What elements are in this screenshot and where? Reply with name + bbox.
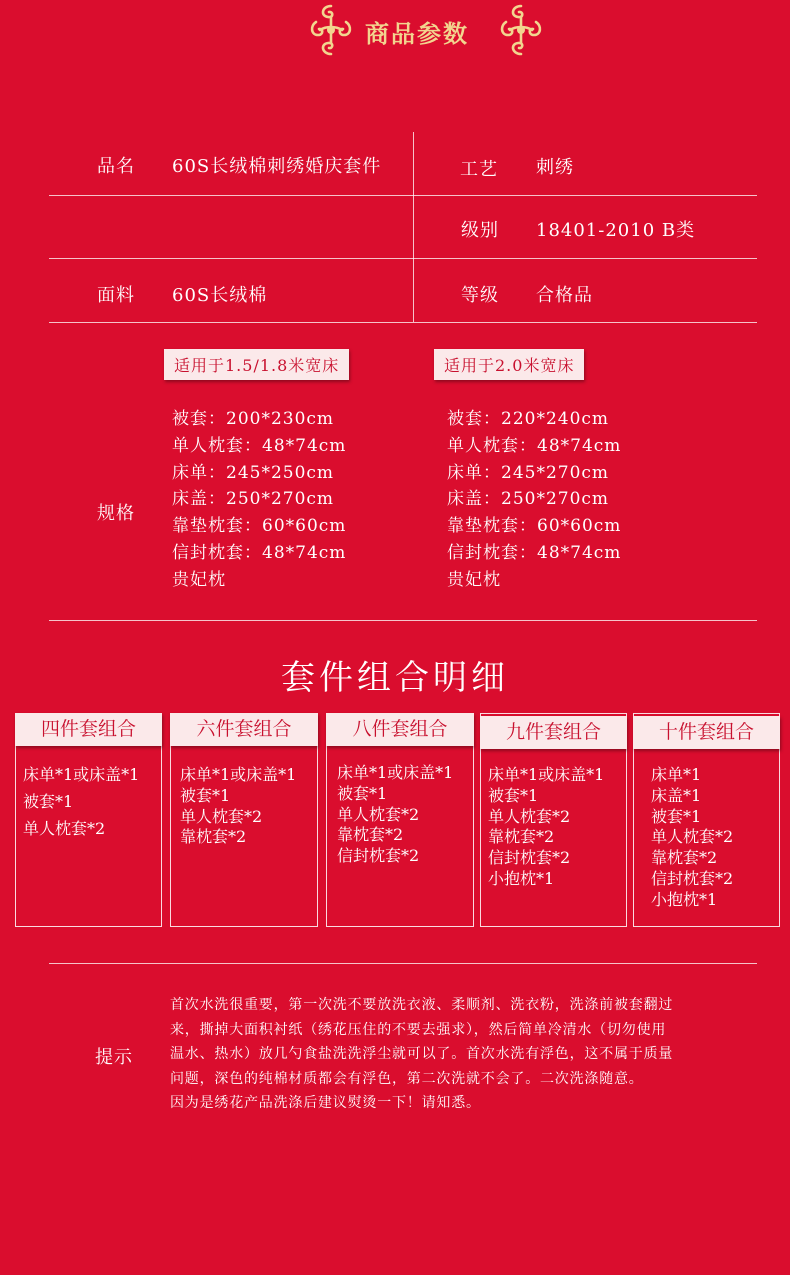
product-name-label: 品名: [97, 156, 135, 177]
combo-item: 信封枕套*2: [488, 848, 571, 868]
combo-item: 被套*1: [180, 785, 231, 805]
fabric-value: 60S长绒棉: [172, 285, 268, 306]
cloud-ornament-right-icon: [498, 2, 544, 58]
combo-item: 单人枕套*2: [651, 827, 734, 847]
spec-item: 贵妃枕: [447, 569, 501, 590]
grade-value: 合格品: [536, 285, 593, 306]
spec-tag-small-bed: 适用于1.5/1.8米宽床: [164, 349, 349, 380]
combo-item: 床单*1: [651, 765, 702, 784]
cloud-ornament-left-icon: [308, 2, 354, 58]
param-row-line: [49, 195, 757, 196]
combo-item: 小抱枕*1: [651, 889, 718, 909]
param-row-line: [49, 322, 757, 323]
spec-item: 贵妃枕: [172, 569, 226, 590]
spec-item: 单人枕套：48*74cm: [172, 435, 347, 456]
tip-line: 温水、热水）放几勺食盐洗洗浮尘就可以了。首次水洗有浮色，这不属于质量: [170, 1046, 674, 1062]
spec-item: 信封枕套：48*74cm: [172, 542, 347, 563]
combo-item: 床单*1或床盖*1: [488, 765, 605, 784]
combo-items-nine: [488, 765, 604, 890]
combo-item: 单人枕套*2: [488, 806, 571, 826]
param-table-divider: [413, 132, 414, 322]
spec-item: 床单：245*270cm: [447, 462, 610, 483]
combo-title-nine: 九件套组合: [480, 716, 627, 749]
section-divider: [49, 620, 757, 621]
combo-item: 床盖*1: [651, 785, 702, 805]
spec-item: 信封枕套：48*74cm: [447, 542, 622, 563]
combo-item: 床单*1或床盖*1: [23, 765, 140, 784]
spec-tag-large-bed: 适用于2.0米宽床: [434, 349, 584, 380]
level-value: 18401-2010 B类: [536, 220, 696, 241]
spec-item: 靠垫枕套：60*60cm: [172, 516, 347, 537]
param-row-line: [49, 258, 757, 259]
tip-line: 首次水洗很重要，第一次洗不要放洗衣液、柔顺剂、洗衣粉，洗涤前被套翻过: [170, 997, 674, 1013]
combo-item: 床单*1或床盖*1: [180, 765, 297, 784]
spec-item: 床盖：250*270cm: [447, 489, 610, 510]
tip-line: 来，撕掉大面积衬纸（绣花压住的不要去强求），然后简单冷清水（切勿使用: [170, 1021, 667, 1038]
combo-title-eight: 八件套组合: [326, 713, 474, 746]
combo-item: 小抱枕*1: [488, 868, 555, 888]
craft-label: 工艺: [460, 159, 498, 180]
page-title: 商品参数: [365, 19, 469, 48]
combo-item: 单人枕套*2: [23, 818, 106, 838]
spec-item: 被套：220*240cm: [447, 409, 610, 429]
combo-section-title: 套件组合明细: [281, 658, 509, 698]
combo-item: 单人枕套*2: [337, 804, 420, 824]
combo-item: 靠枕套*2: [651, 848, 718, 868]
level-label: 级别: [461, 220, 499, 241]
section-divider: [49, 963, 757, 964]
combo-item: 信封枕套*2: [651, 868, 734, 888]
tip-label: 提示: [95, 1047, 133, 1068]
combo-item: 单人枕套*2: [180, 806, 263, 826]
combo-item: 被套*1: [651, 806, 702, 826]
combo-item: 信封枕套*2: [337, 846, 420, 866]
combo-items-eight: [337, 763, 453, 867]
craft-value: 刺绣: [536, 157, 574, 178]
combo-item: 靠枕套*2: [337, 825, 404, 845]
combo-items-ten: [651, 765, 733, 911]
spec-item: 被套：200*230cm: [172, 409, 335, 429]
spec-list-small-bed: [172, 406, 346, 594]
combo-title-four: 四件套组合: [15, 713, 162, 746]
fabric-label: 面料: [97, 285, 135, 306]
tip-text: [170, 993, 760, 1116]
spec-item: 单人枕套：48*74cm: [447, 435, 622, 456]
combo-items-six: [180, 765, 296, 848]
combo-item: 被套*1: [23, 791, 74, 811]
combo-items-four: [23, 765, 139, 839]
grade-label: 等级: [461, 285, 499, 306]
tip-line: 问题，深色的纯棉材质都会有浮色，第二次洗就不会了。二次洗涤随意。: [170, 1070, 644, 1087]
combo-title-ten: 十件套组合: [633, 716, 780, 749]
product-name-value: 60S长绒棉刺绣婚庆套件: [172, 156, 382, 177]
tip-line: 因为是绣花产品洗涤后建议熨烫一下！请知悉。: [170, 1095, 481, 1111]
spec-label: 规格: [97, 503, 135, 524]
combo-item: 被套*1: [488, 785, 539, 805]
spec-item: 靠垫枕套：60*60cm: [447, 516, 622, 537]
combo-item: 靠枕套*2: [180, 827, 247, 847]
spec-list-large-bed: [447, 406, 621, 594]
combo-item: 靠枕套*2: [488, 827, 555, 847]
spec-item: 床单：245*250cm: [172, 462, 335, 483]
combo-item: 床单*1或床盖*1: [337, 763, 454, 782]
combo-title-six: 六件套组合: [170, 713, 318, 746]
spec-item: 床盖：250*270cm: [172, 489, 335, 510]
combo-item: 被套*1: [337, 783, 388, 803]
